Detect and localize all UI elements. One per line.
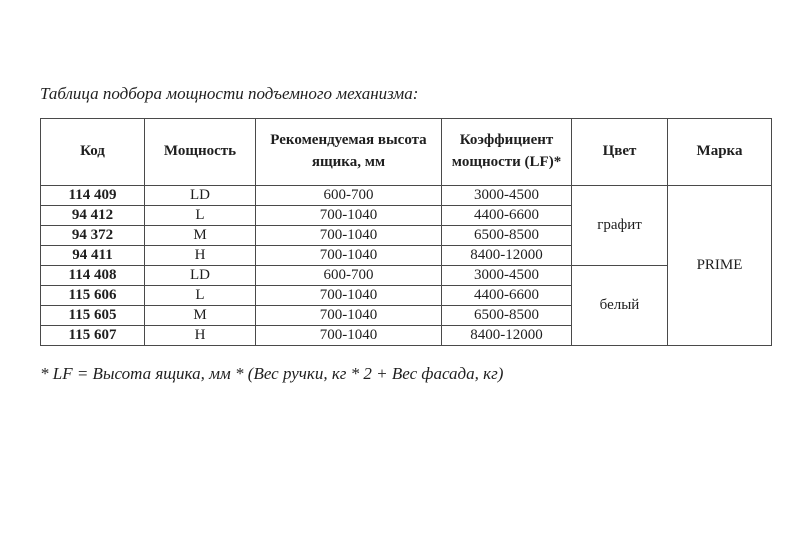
cell-power: L	[145, 286, 256, 306]
power-selection-table	[40, 118, 772, 346]
cell-lf: 8400-12000	[442, 246, 572, 266]
cell-height: 700-1040	[256, 226, 442, 246]
table-title: Таблица подбора мощности подъемного механизма:	[40, 84, 419, 103]
cell-power: H	[145, 326, 256, 346]
cell-color-graphite: графит	[572, 186, 668, 266]
cell-lf: 4400-6600	[442, 206, 572, 226]
cell-power: LD	[145, 266, 256, 286]
cell-code: 115 606	[41, 286, 145, 306]
column-header-lf: Коэффициент мощности (LF)*	[442, 119, 572, 186]
cell-code: 94 411	[41, 246, 145, 266]
cell-brand: PRIME	[668, 186, 772, 346]
cell-lf: 3000-4500	[442, 186, 572, 206]
cell-lf: 4400-6600	[442, 286, 572, 306]
cell-height: 600-700	[256, 266, 442, 286]
column-header-color: Цвет	[572, 119, 668, 186]
cell-lf: 3000-4500	[442, 266, 572, 286]
cell-height: 700-1040	[256, 306, 442, 326]
table-row	[41, 186, 772, 206]
cell-code: 94 372	[41, 226, 145, 246]
cell-height: 700-1040	[256, 206, 442, 226]
cell-height: 600-700	[256, 186, 442, 206]
cell-height: 700-1040	[256, 286, 442, 306]
cell-code: 94 412	[41, 206, 145, 226]
header-row	[41, 119, 772, 186]
column-header-brand: Марка	[668, 119, 772, 186]
cell-power: LD	[145, 186, 256, 206]
column-header-power: Мощность	[145, 119, 256, 186]
cell-power: H	[145, 246, 256, 266]
cell-height: 700-1040	[256, 326, 442, 346]
lf-formula-footnote: * LF = Высота ящика, мм * (Вес ручки, кг * 2 + Вес фасада, кг)	[40, 364, 504, 383]
table-row	[41, 266, 772, 286]
cell-power: L	[145, 206, 256, 226]
cell-code: 115 605	[41, 306, 145, 326]
cell-lf: 8400-12000	[442, 326, 572, 346]
cell-lf: 6500-8500	[442, 226, 572, 246]
column-header-height: Рекомендуемая высота ящика, мм	[256, 119, 442, 186]
cell-code: 115 607	[41, 326, 145, 346]
cell-lf: 6500-8500	[442, 306, 572, 326]
cell-code: 114 409	[41, 186, 145, 206]
cell-color-white: белый	[572, 266, 668, 346]
cell-power: M	[145, 306, 256, 326]
cell-height: 700-1040	[256, 246, 442, 266]
cell-code: 114 408	[41, 266, 145, 286]
cell-power: M	[145, 226, 256, 246]
column-header-code: Код	[41, 119, 145, 186]
